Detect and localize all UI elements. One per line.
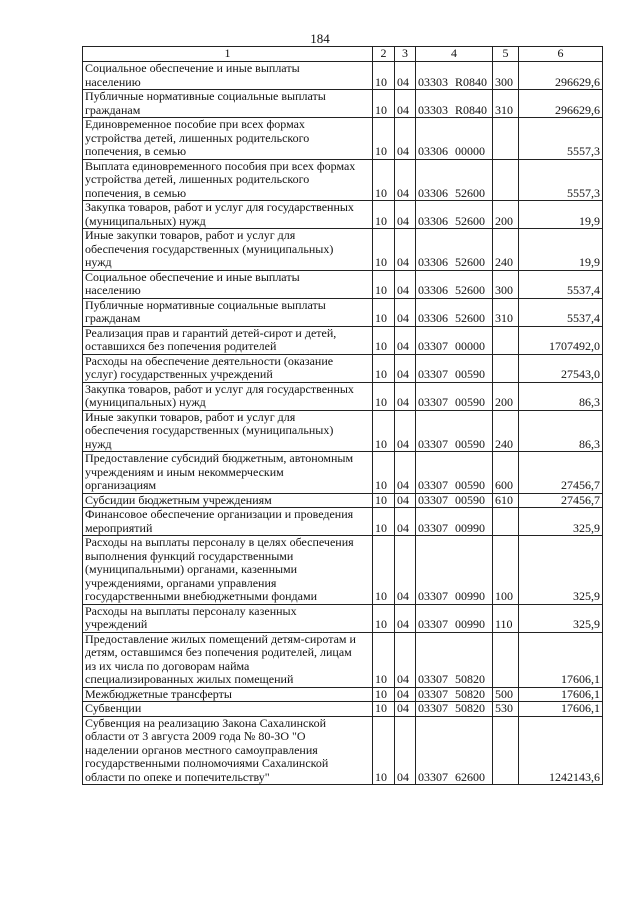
table-row <box>83 229 603 271</box>
table-row <box>83 452 603 494</box>
expense-type-cell: 200 <box>493 382 519 410</box>
column-header: 6 <box>519 47 603 62</box>
table-row <box>83 508 603 536</box>
amount-cell: 17606,1 <box>519 632 603 687</box>
column-header: 2 <box>373 47 395 62</box>
table-row <box>83 410 603 452</box>
section-code-cell: 10 <box>373 326 395 354</box>
amount-cell: 19,9 <box>519 201 603 229</box>
subsection-code-cell: 04 <box>395 452 416 494</box>
row-name-cell: Предоставление субсидий бюджетным, автономным учреждениям и иным некоммерческим организациям <box>83 452 373 494</box>
expense-type-cell: 110 <box>493 604 519 632</box>
amount-cell: 1242143,6 <box>519 716 603 785</box>
expense-type-cell: 500 <box>493 687 519 702</box>
table-row <box>83 270 603 298</box>
target-article-cell: 03307 00590 <box>416 354 493 382</box>
target-article-cell: 03307 62600 <box>416 716 493 785</box>
amount-cell: 5537,4 <box>519 270 603 298</box>
subsection-code-cell: 04 <box>395 410 416 452</box>
section-code-cell: 10 <box>373 536 395 605</box>
subsection-code-cell: 04 <box>395 229 416 271</box>
target-article-cell: 03307 00590 <box>416 493 493 508</box>
section-code-cell: 10 <box>373 62 395 90</box>
amount-cell: 5557,3 <box>519 159 603 201</box>
subsection-code-cell: 04 <box>395 508 416 536</box>
row-name-cell: Публичные нормативные социальные выплаты гражданам <box>83 298 373 326</box>
expense-type-cell: 100 <box>493 536 519 605</box>
amount-cell: 19,9 <box>519 229 603 271</box>
subsection-code-cell: 04 <box>395 632 416 687</box>
table-row <box>83 687 603 702</box>
amount-cell: 17606,1 <box>519 702 603 717</box>
section-code-cell: 10 <box>373 508 395 536</box>
row-name-cell: Расходы на обеспечение деятельности (оказание услуг) государственных учреждений <box>83 354 373 382</box>
target-article-cell: 03307 00000 <box>416 326 493 354</box>
expense-type-cell <box>493 326 519 354</box>
table-row <box>83 382 603 410</box>
subsection-code-cell: 04 <box>395 201 416 229</box>
table-row <box>83 493 603 508</box>
subsection-code-cell: 04 <box>395 382 416 410</box>
expense-type-cell <box>493 118 519 160</box>
row-name-cell: Единовременное пособие при всех формах устройства детей, лишенных родительского попечения, в семью <box>83 118 373 160</box>
section-code-cell: 10 <box>373 452 395 494</box>
budget-table <box>82 46 603 785</box>
section-code-cell: 10 <box>373 354 395 382</box>
section-code-cell: 10 <box>373 298 395 326</box>
subsection-code-cell: 04 <box>395 604 416 632</box>
target-article-cell: 03307 00590 <box>416 382 493 410</box>
section-code-cell: 10 <box>373 201 395 229</box>
row-name-cell: Иные закупки товаров, работ и услуг для обеспечения государственных (муниципальных) нужд <box>83 410 373 452</box>
subsection-code-cell: 04 <box>395 702 416 717</box>
subsection-code-cell: 04 <box>395 118 416 160</box>
row-name-cell: Публичные нормативные социальные выплаты гражданам <box>83 90 373 118</box>
subsection-code-cell: 04 <box>395 62 416 90</box>
table-row <box>83 604 603 632</box>
target-article-cell: 03303 R0840 <box>416 62 493 90</box>
section-code-cell: 10 <box>373 687 395 702</box>
subsection-code-cell: 04 <box>395 536 416 605</box>
row-name-cell: Субсидии бюджетным учреждениям <box>83 493 373 508</box>
column-header: 5 <box>493 47 519 62</box>
table-row <box>83 90 603 118</box>
row-name-cell: Финансовое обеспечение организации и проведения мероприятий <box>83 508 373 536</box>
expense-type-cell: 300 <box>493 62 519 90</box>
row-name-cell: Расходы на выплаты персоналу казенных учреждений <box>83 604 373 632</box>
row-name-cell: Реализация прав и гарантий детей-сирот и детей, оставшихся без попечения родителей <box>83 326 373 354</box>
expense-type-cell: 300 <box>493 270 519 298</box>
target-article-cell: 03307 50820 <box>416 632 493 687</box>
subsection-code-cell: 04 <box>395 687 416 702</box>
row-name-cell: Предоставление жилых помещений детям-сиротам и детям, оставшимся без попечения родителей, лицам из их числа по договорам найма специализированных жилых помещений <box>83 632 373 687</box>
column-header: 3 <box>395 47 416 62</box>
expense-type-cell <box>493 716 519 785</box>
row-name-cell: Социальное обеспечение и иные выплаты населению <box>83 62 373 90</box>
table-row <box>83 159 603 201</box>
amount-cell: 27456,7 <box>519 452 603 494</box>
column-header: 1 <box>83 47 373 62</box>
subsection-code-cell: 04 <box>395 716 416 785</box>
subsection-code-cell: 04 <box>395 493 416 508</box>
table-row <box>83 298 603 326</box>
target-article-cell: 03306 52600 <box>416 201 493 229</box>
expense-type-cell <box>493 354 519 382</box>
target-article-cell: 03306 52600 <box>416 270 493 298</box>
row-name-cell: Субвенция на реализацию Закона Сахалинской области от 3 августа 2009 года № 80-ЗО "О наделении органов местного самоуправления государственными полномочиями Сахалинской области по опеке и попечительству" <box>83 716 373 785</box>
section-code-cell: 10 <box>373 493 395 508</box>
row-name-cell: Социальное обеспечение и иные выплаты населению <box>83 270 373 298</box>
row-name-cell: Иные закупки товаров, работ и услуг для обеспечения государственных (муниципальных) нужд <box>83 229 373 271</box>
amount-cell: 296629,6 <box>519 90 603 118</box>
expense-type-cell: 310 <box>493 90 519 118</box>
expense-type-cell: 240 <box>493 229 519 271</box>
expense-type-cell: 600 <box>493 452 519 494</box>
subsection-code-cell: 04 <box>395 326 416 354</box>
row-name-cell: Межбюджетные трансферты <box>83 687 373 702</box>
section-code-cell: 10 <box>373 702 395 717</box>
subsection-code-cell: 04 <box>395 354 416 382</box>
expense-type-cell <box>493 632 519 687</box>
section-code-cell: 10 <box>373 716 395 785</box>
target-article-cell: 03307 00990 <box>416 536 493 605</box>
expense-type-cell: 610 <box>493 493 519 508</box>
section-code-cell: 10 <box>373 159 395 201</box>
row-name-cell: Закупка товаров, работ и услуг для государственных (муниципальных) нужд <box>83 201 373 229</box>
target-article-cell: 03303 R0840 <box>416 90 493 118</box>
table-row <box>83 201 603 229</box>
amount-cell: 1707492,0 <box>519 326 603 354</box>
expense-type-cell: 530 <box>493 702 519 717</box>
amount-cell: 5537,4 <box>519 298 603 326</box>
target-article-cell: 03307 00990 <box>416 604 493 632</box>
row-name-cell: Выплата единовременного пособия при всех формах устройства детей, лишенных родительского попечения, в семью <box>83 159 373 201</box>
amount-cell: 325,9 <box>519 508 603 536</box>
table-header-row <box>83 47 603 62</box>
section-code-cell: 10 <box>373 410 395 452</box>
target-article-cell: 03306 52600 <box>416 229 493 271</box>
section-code-cell: 10 <box>373 118 395 160</box>
row-name-cell: Расходы на выплаты персоналу в целях обеспечения выполнения функций государственными (муниципальными) органами, казенными учреждениями, органами управления государственными внебюджетными фондами <box>83 536 373 605</box>
table-row <box>83 118 603 160</box>
section-code-cell: 10 <box>373 90 395 118</box>
amount-cell: 27543,0 <box>519 354 603 382</box>
amount-cell: 325,9 <box>519 536 603 605</box>
target-article-cell: 03307 50820 <box>416 687 493 702</box>
section-code-cell: 10 <box>373 382 395 410</box>
target-article-cell: 03307 50820 <box>416 702 493 717</box>
row-name-cell: Закупка товаров, работ и услуг для государственных (муниципальных) нужд <box>83 382 373 410</box>
target-article-cell: 03307 00590 <box>416 452 493 494</box>
amount-cell: 17606,1 <box>519 687 603 702</box>
section-code-cell: 10 <box>373 604 395 632</box>
subsection-code-cell: 04 <box>395 90 416 118</box>
table-row <box>83 702 603 717</box>
expense-type-cell <box>493 159 519 201</box>
table-row <box>83 354 603 382</box>
expense-type-cell <box>493 508 519 536</box>
section-code-cell: 10 <box>373 270 395 298</box>
row-name-cell: Субвенции <box>83 702 373 717</box>
expense-type-cell: 240 <box>493 410 519 452</box>
subsection-code-cell: 04 <box>395 298 416 326</box>
subsection-code-cell: 04 <box>395 270 416 298</box>
amount-cell: 325,9 <box>519 604 603 632</box>
amount-cell: 86,3 <box>519 410 603 452</box>
table-row <box>83 62 603 90</box>
target-article-cell: 03306 52600 <box>416 298 493 326</box>
column-header: 4 <box>416 47 493 62</box>
amount-cell: 27456,7 <box>519 493 603 508</box>
target-article-cell: 03307 00590 <box>416 410 493 452</box>
table-row <box>83 716 603 785</box>
page-number: 184 <box>310 31 330 46</box>
expense-type-cell: 200 <box>493 201 519 229</box>
target-article-cell: 03306 52600 <box>416 159 493 201</box>
table-row <box>83 536 603 605</box>
amount-cell: 296629,6 <box>519 62 603 90</box>
subsection-code-cell: 04 <box>395 159 416 201</box>
amount-cell: 5557,3 <box>519 118 603 160</box>
expense-type-cell: 310 <box>493 298 519 326</box>
amount-cell: 86,3 <box>519 382 603 410</box>
section-code-cell: 10 <box>373 229 395 271</box>
table-row <box>83 632 603 687</box>
section-code-cell: 10 <box>373 632 395 687</box>
target-article-cell: 03306 00000 <box>416 118 493 160</box>
target-article-cell: 03307 00990 <box>416 508 493 536</box>
table-row <box>83 326 603 354</box>
